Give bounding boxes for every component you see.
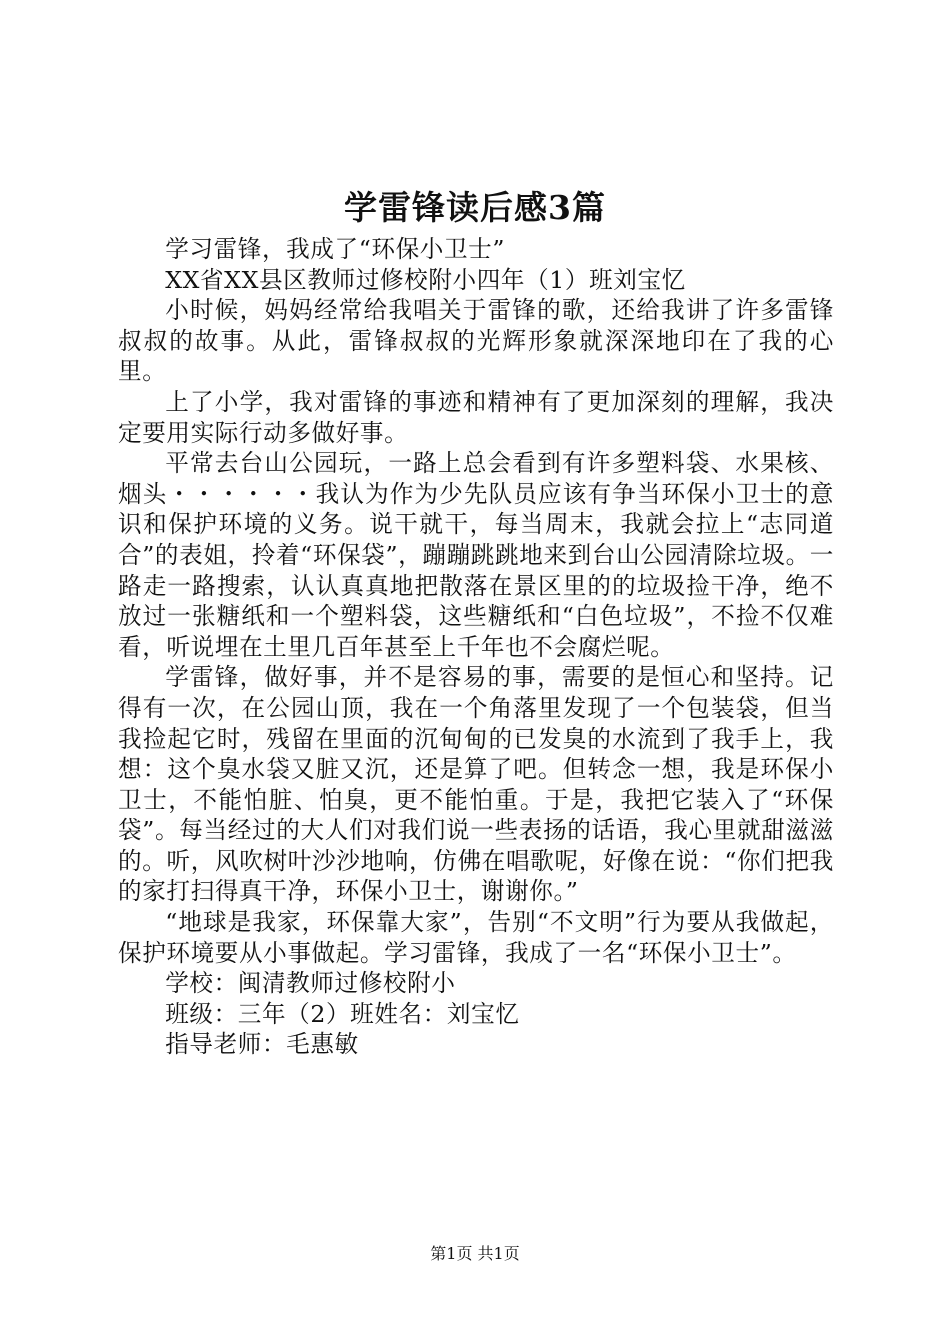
page-footer: 第1页 共1页 bbox=[430, 1244, 520, 1263]
school-line: 学校：闽清教师过修校附小 bbox=[165, 969, 456, 998]
body-paragraph: 上了小学，我对雷锋的事迹和精神有了更加深刻的理解，我决定要用实际行动多做好事。 bbox=[118, 387, 834, 447]
teacher-line: 指导老师：毛惠敏 bbox=[165, 1030, 359, 1059]
body-paragraph: 小时候，妈妈经常给我唱关于雷锋的歌，还给我讲了许多雷锋叔叔的故事。从此，雷锋叔叔的光辉形象就深深地印在了我的心里。 bbox=[118, 296, 834, 386]
document-title: 学雷锋读后感3篇 bbox=[344, 188, 606, 227]
article-subtitle: 学习雷锋，我成了“环保小卫士” bbox=[165, 235, 506, 263]
body-paragraph: 平常去台山公园玩，一路上总会看到有许多塑料袋、水果核、烟头・・・・・・我认为作为少先队员应该有争当环保小卫士的意识和保护环境的义务。说干就干，每当周末，我就会拉上“志同道合”的表姐，拎着“环保袋”，蹦蹦跳跳地来到台山公园清除垃圾。一路走一路搜索，认认真真地把散落在景区里的的垃圾捡干净，绝不放过一张糖纸和一个塑料袋，这些糖纸和“白色垃圾”，不捡不仅难看，听说埋在土里几百年甚至上千年也不会腐烂呢。 bbox=[118, 449, 834, 661]
author-line: XX省XX县区教师过修校附小四年（1）班刘宝忆 bbox=[165, 265, 686, 294]
body-paragraph: “地球是我家，环保靠大家”，告别“不文明”行为要从我做起，保护环境要从小事做起。学习雷锋，我成了一名“环保小卫士”。 bbox=[118, 908, 834, 967]
class-name-line: 班级：三年（2）班姓名：刘宝忆 bbox=[165, 999, 520, 1028]
document-body bbox=[118, 234, 834, 1060]
body-paragraph: 学雷锋，做好事，并不是容易的事，需要的是恒心和坚持。记得有一次，在公园山顶，我在一个角落里发现了一个包装袋，但当我捡起它时，残留在里面的沉甸甸的已发臭的水流到了我手上，我想：这个臭水袋又脏又沉，还是算了吧。但转念一想，我是环保小卫士，不能怕脏、怕臭，更不能怕重。于是，我把它装入了“环保袋”。每当经过的大人们对我们说一些表扬的话语，我心里就甜滋滋的。听，风吹树叶沙沙地响，仿佛在唱歌呢，好像在说：“你们把我的家打扫得真干净，环保小卫士，谢谢你。” bbox=[118, 663, 834, 906]
